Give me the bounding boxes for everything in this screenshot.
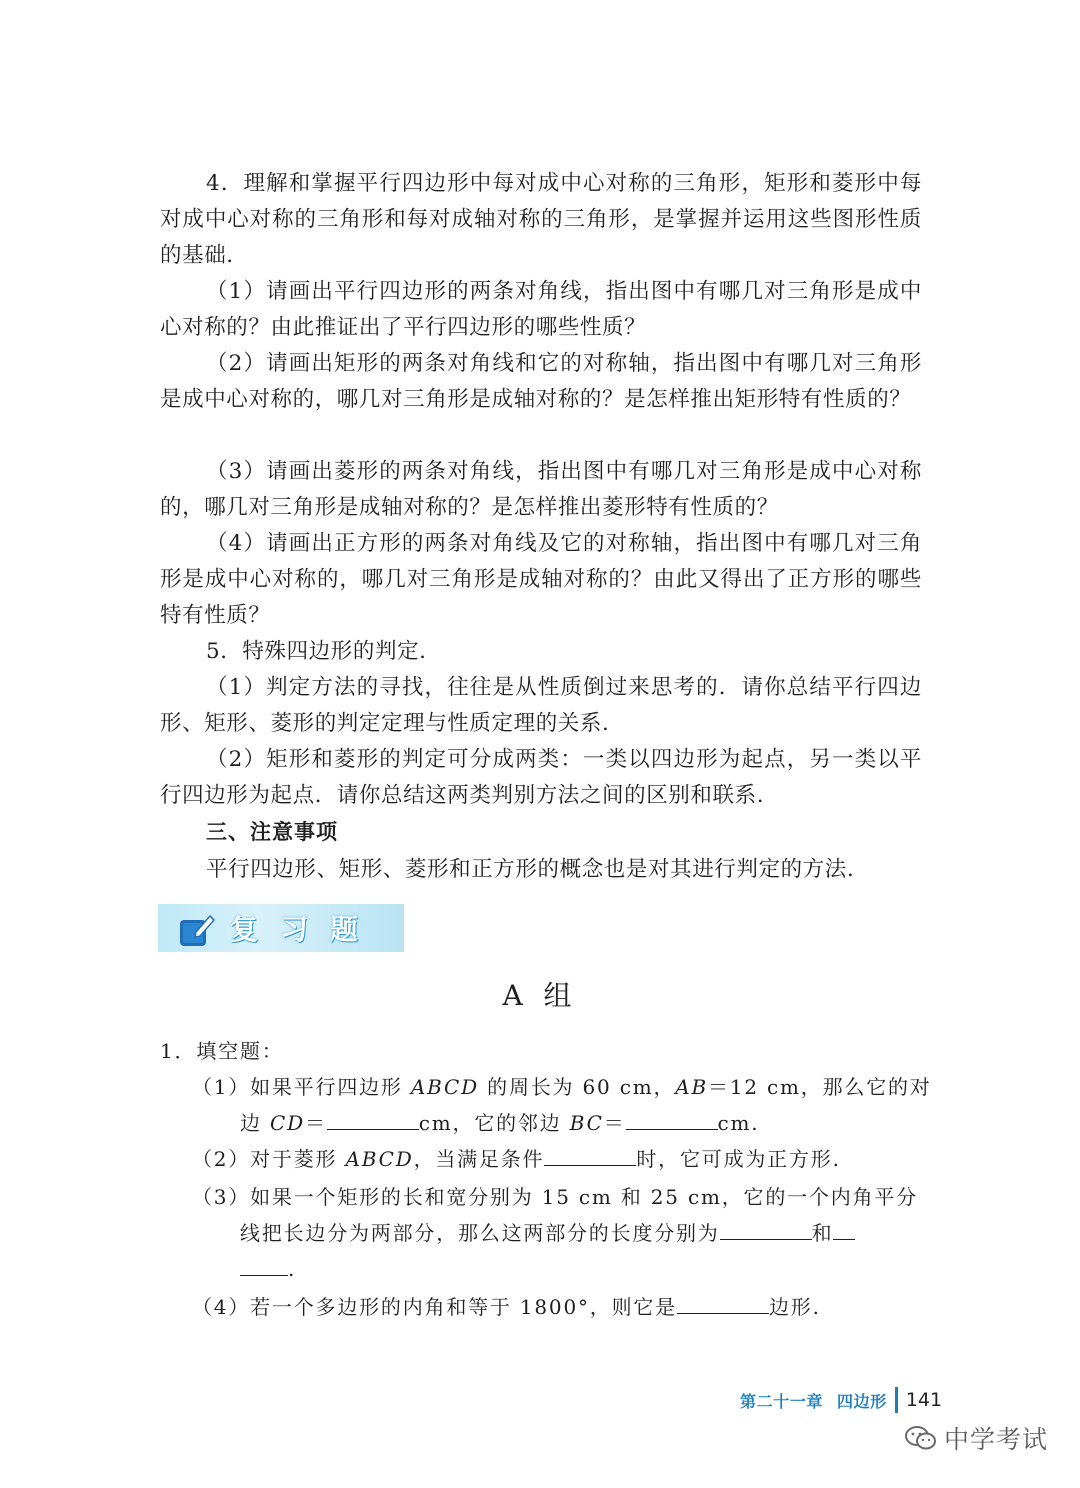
text: 的周长为 60 cm， (487, 1075, 676, 1099)
paragraph: （3）请画出菱形的两条对角线，指出图中有哪几对三角形是成中心对称的，哪几对三角形是成轴对称的？是怎样推出菱形特有性质的？ (160, 459, 922, 520)
answer-blank[interactable] (677, 1291, 769, 1314)
guide-item-5 (160, 634, 922, 670)
text: （1）如果平行四边形 (192, 1075, 403, 1099)
answer-blank[interactable] (626, 1107, 718, 1130)
footer-divider (895, 1387, 898, 1413)
guide-item-4-1 (160, 274, 922, 346)
text: 时，它可成为正方形. (636, 1147, 841, 1171)
chapter-label: 第二十一章 (740, 1391, 824, 1411)
question-1-label: 1．填空题： (160, 1039, 284, 1063)
question-1-3-line-1: （3）如果一个矩形的长和宽分别为 15 cm 和 25 cm，它的一个内角平分 (192, 1185, 918, 1209)
variable: ABCD (345, 1147, 414, 1171)
text: ，当满足条件 (413, 1147, 545, 1171)
guide-item-5-2 (160, 742, 922, 814)
variable: AB (675, 1075, 709, 1099)
question-1-2 (192, 1142, 841, 1176)
question-1-3-line-3 (240, 1252, 296, 1286)
guide-item-4-3 (160, 454, 922, 526)
text: 线把长边分为两部分，那么这两部分的长度分别为 (240, 1221, 720, 1245)
guide-item-5-1 (160, 670, 922, 742)
guide-item-4 (160, 166, 922, 274)
guide-item-4-4 (160, 526, 922, 634)
text: ＝12 cm，那么它的对 (708, 1075, 932, 1099)
paragraph: （4）请画出正方形的两条对角线及它的对称轴，指出图中有哪几对三角形是成中心对称的，哪几对三角形是成轴对称的？由此又得出了正方形的哪些特有性质？ (160, 531, 922, 628)
page-footer (740, 1382, 942, 1418)
answer-blank[interactable] (720, 1217, 812, 1240)
watermark-text: 中学考试 (944, 1425, 1049, 1454)
wechat-icon (904, 1424, 938, 1452)
text: cm. (717, 1111, 760, 1135)
question-1-1-line-1 (192, 1070, 932, 1104)
paragraph: （1）请画出平行四边形的两条对角线，指出图中有哪几对三角形是成中心对称的？由此推证出了平行四边形的哪些性质？ (160, 279, 922, 340)
variable: ABCD (410, 1075, 479, 1099)
text: cm，它的邻边 (418, 1111, 562, 1135)
answer-blank[interactable] (240, 1253, 288, 1276)
group-title: A 组 (502, 979, 578, 1012)
paragraph: （2）矩形和菱形的判定可分成两类：一类以四边形为起点，另一类以平行四边形为起点．请你总结这两类判别方法之间的区别和联系. (160, 747, 922, 808)
text: 边形. (768, 1295, 821, 1319)
page-number: 141 (905, 1389, 943, 1411)
question-1-3-line-2 (240, 1216, 855, 1250)
section-text: 平行四边形、矩形、菱形和正方形的概念也是对其进行判定的方法. (206, 857, 855, 882)
paragraph: （2）请画出矩形的两条对角线和它的对称轴，指出图中有哪几对三角形是成中心对称的，哪几对三角形是成轴对称的？是怎样推出矩形特有性质的？ (160, 351, 922, 412)
paragraph: 5．特殊四边形的判定. (206, 639, 427, 664)
answer-blank[interactable] (327, 1107, 419, 1130)
answer-blank[interactable] (833, 1217, 855, 1240)
text: （2）对于菱形 (192, 1147, 338, 1171)
section-label: 四边形 (837, 1391, 887, 1411)
question-1-4 (192, 1290, 821, 1324)
answer-blank[interactable] (544, 1143, 636, 1166)
section-heading: 三、注意事项 (206, 820, 338, 844)
guide-item-4-2 (160, 346, 922, 418)
variable: BC (569, 1111, 604, 1135)
question-1-1-line-2 (240, 1106, 759, 1140)
text: （4）若一个多边形的内角和等于 1800°，则它是 (192, 1295, 677, 1319)
variable: CD (269, 1111, 305, 1135)
review-banner (158, 904, 404, 952)
text: 和 (811, 1221, 834, 1245)
text: ＝ (603, 1111, 626, 1135)
text: ＝ (304, 1111, 327, 1135)
paragraph: （1）判定方法的寻找，往往是从性质倒过来思考的．请你总结平行四边形、矩形、菱形的判定定理与性质定理的关系. (160, 675, 922, 736)
banner-title: 复习题 (230, 913, 381, 946)
pencil-notebook-icon (170, 910, 220, 950)
watermark (904, 1416, 1048, 1460)
text: . (288, 1257, 297, 1281)
text: 边 (240, 1111, 262, 1135)
paragraph: 4．理解和掌握平行四边形中每对成中心对称的三角形，矩形和菱形中每对成中心对称的三角形和每对成轴对称的三角形，是掌握并运用这些图形性质的基础. (160, 171, 922, 268)
